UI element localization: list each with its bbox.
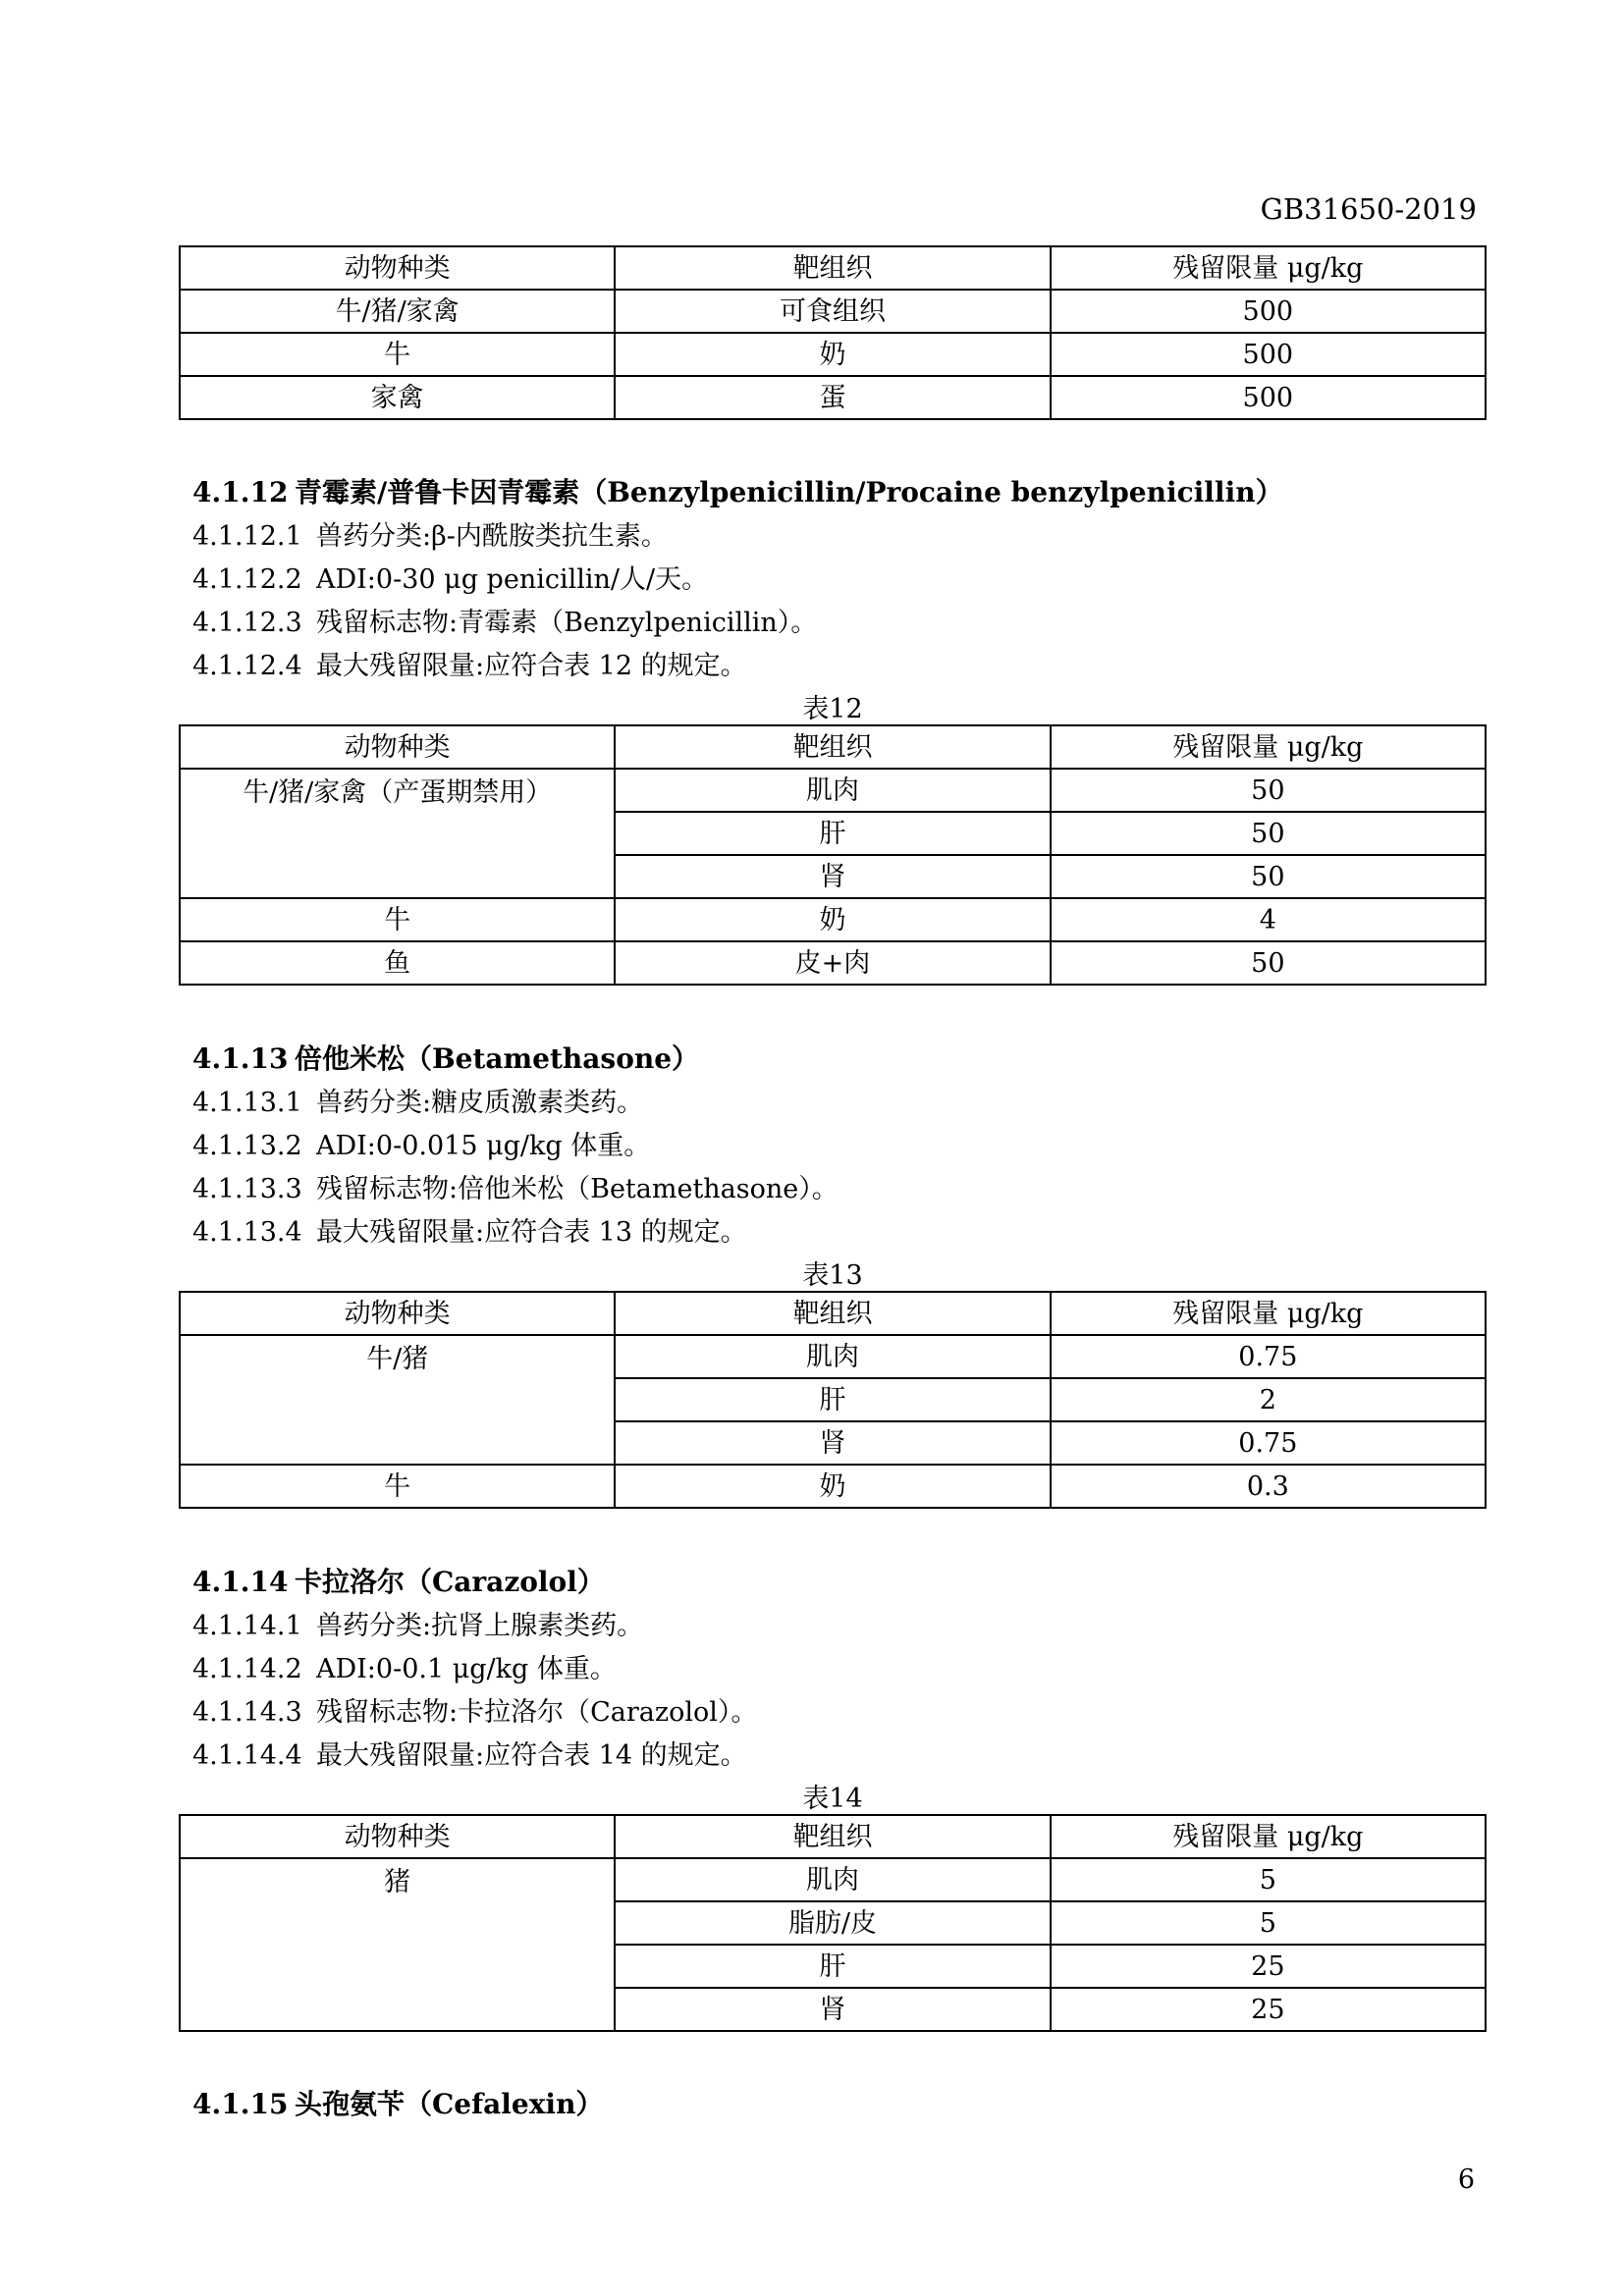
tissue-cell: 蛋 [615, 376, 1050, 419]
species-cell: 牛 [180, 333, 615, 376]
section-title: 头孢氨苄（Cefalexin） [295, 2088, 604, 2120]
table-11-continued [179, 245, 1487, 420]
col-header-species: 动物种类 [180, 246, 615, 290]
col-header-limit: 残留限量 μg/kg [1051, 1815, 1486, 1858]
clause-text: 兽药分类:抗肾上腺素类药。 [316, 1611, 644, 1641]
col-header-limit: 残留限量 μg/kg [1051, 725, 1486, 769]
clause-number: 4.1.12.4 [192, 651, 302, 681]
species-cell: 牛 [180, 898, 615, 941]
clause-text: 残留标志物:青霉素（Benzylpenicillin）。 [316, 608, 818, 638]
col-header-tissue: 靶组织 [615, 1815, 1050, 1858]
limit-cell: 0.75 [1051, 1421, 1486, 1465]
clause-item [192, 644, 747, 682]
clause-text: 最大残留限量:应符合表 12 的规定。 [316, 651, 747, 681]
clause-number: 4.1.14.3 [192, 1697, 302, 1728]
limit-cell: 2 [1051, 1378, 1486, 1421]
clause-text: ADI:0-0.015 μg/kg 体重。 [316, 1131, 651, 1161]
tissue-cell: 奶 [615, 1465, 1050, 1508]
limit-cell: 25 [1051, 1945, 1486, 1988]
col-header-tissue: 靶组织 [615, 1292, 1050, 1335]
clause-item [192, 558, 708, 596]
table-13 [179, 1291, 1487, 1509]
clause-item [192, 1647, 617, 1685]
section-heading-4-1-13 [192, 1038, 699, 1077]
clause-item [192, 1604, 643, 1642]
clause-item [192, 1690, 757, 1729]
tissue-cell: 肌肉 [615, 1335, 1050, 1378]
table-row [180, 769, 1486, 812]
limit-cell: 0.3 [1051, 1465, 1486, 1508]
section-title: 倍他米松（Betamethasone） [295, 1042, 700, 1075]
table-row [180, 898, 1486, 941]
tissue-cell: 肾 [615, 855, 1050, 898]
clause-text: ADI:0-0.1 μg/kg 体重。 [316, 1654, 617, 1684]
table-row [180, 376, 1486, 419]
species-cell: 牛/猪/家禽（产蛋期禁用） [180, 769, 615, 898]
species-cell: 牛/猪/家禽 [180, 290, 615, 333]
table-header-row [180, 1815, 1486, 1858]
limit-cell: 4 [1051, 898, 1486, 941]
clause-text: 兽药分类:β-内酰胺类抗生素。 [316, 521, 668, 552]
col-header-species: 动物种类 [180, 1292, 615, 1335]
limit-cell: 50 [1051, 855, 1486, 898]
table-header-row [180, 1292, 1486, 1335]
clause-text: 残留标志物:倍他米松（Betamethasone）。 [316, 1174, 839, 1204]
section-title: 青霉素/普鲁卡因青霉素（Benzylpenicillin/Procaine benzylpenicillin） [295, 476, 1283, 508]
table-caption: 表14 [802, 1784, 863, 1814]
section-heading-4-1-15 [192, 2083, 603, 2122]
limit-cell: 25 [1051, 1988, 1486, 2031]
species-cell: 牛/猪 [180, 1335, 615, 1465]
clause-text: 残留标志物:卡拉洛尔（Carazolol）。 [316, 1697, 758, 1728]
limit-cell: 500 [1051, 290, 1486, 333]
tissue-cell: 皮+肉 [615, 941, 1050, 985]
col-header-tissue: 靶组织 [615, 246, 1050, 290]
limit-cell: 50 [1051, 812, 1486, 855]
section-title: 卡拉洛尔（Carazolol） [295, 1566, 605, 1598]
tissue-cell: 肌肉 [615, 769, 1050, 812]
section-number: 4.1.15 [192, 2088, 289, 2120]
clause-item [192, 1081, 643, 1119]
table-row [180, 290, 1486, 333]
tissue-cell: 肝 [615, 812, 1050, 855]
page-number: 6 [1457, 2164, 1475, 2195]
clause-number: 4.1.13.4 [192, 1217, 302, 1248]
species-cell: 鱼 [180, 941, 615, 985]
clause-item [192, 1210, 747, 1249]
tissue-cell: 脂肪/皮 [615, 1901, 1050, 1945]
clause-number: 4.1.14.1 [192, 1611, 302, 1641]
col-header-species: 动物种类 [180, 1815, 615, 1858]
clause-item [192, 514, 668, 553]
clause-text: 最大残留限量:应符合表 14 的规定。 [316, 1740, 747, 1771]
table-header-row [180, 246, 1486, 290]
table-header-row [180, 725, 1486, 769]
table-caption: 表12 [802, 694, 863, 724]
clause-number: 4.1.13.1 [192, 1088, 302, 1118]
section-number: 4.1.14 [192, 1566, 289, 1598]
clause-number: 4.1.12.2 [192, 564, 302, 595]
clause-item [192, 1167, 839, 1205]
limit-cell: 5 [1051, 1901, 1486, 1945]
species-cell: 猪 [180, 1858, 615, 2031]
tissue-cell: 奶 [615, 898, 1050, 941]
table-row [180, 1858, 1486, 1901]
clause-number: 4.1.12.3 [192, 608, 302, 638]
section-heading-4-1-12 [192, 471, 1283, 510]
tissue-cell: 肾 [615, 1421, 1050, 1465]
clause-number: 4.1.14.2 [192, 1654, 302, 1684]
clause-text: ADI:0-30 μg penicillin/人/天。 [316, 564, 709, 595]
clause-number: 4.1.13.3 [192, 1174, 302, 1204]
tissue-cell: 肝 [615, 1378, 1050, 1421]
limit-cell: 50 [1051, 769, 1486, 812]
limit-cell: 500 [1051, 333, 1486, 376]
clause-item [192, 1124, 650, 1162]
tissue-cell: 肾 [615, 1988, 1050, 2031]
clause-number: 4.1.12.1 [192, 521, 302, 552]
clause-number: 4.1.14.4 [192, 1740, 302, 1771]
tissue-cell: 可食组织 [615, 290, 1050, 333]
species-cell: 牛 [180, 1465, 615, 1508]
section-heading-4-1-14 [192, 1561, 605, 1600]
table-caption: 表13 [802, 1260, 863, 1291]
clause-item [192, 1734, 747, 1772]
limit-cell: 500 [1051, 376, 1486, 419]
section-number: 4.1.13 [192, 1042, 289, 1075]
col-header-tissue: 靶组织 [615, 725, 1050, 769]
table-row [180, 1465, 1486, 1508]
limit-cell: 50 [1051, 941, 1486, 985]
table-12 [179, 724, 1487, 986]
table-row [180, 941, 1486, 985]
clause-item [192, 601, 817, 639]
species-cell: 家禽 [180, 376, 615, 419]
clause-text: 兽药分类:糖皮质激素类药。 [316, 1088, 644, 1118]
table-14 [179, 1814, 1487, 2032]
section-number: 4.1.12 [192, 476, 289, 508]
table-row [180, 1335, 1486, 1378]
clause-number: 4.1.13.2 [192, 1131, 302, 1161]
tissue-cell: 奶 [615, 333, 1050, 376]
clause-text: 最大残留限量:应符合表 13 的规定。 [316, 1217, 747, 1248]
col-header-limit: 残留限量 μg/kg [1051, 246, 1486, 290]
document-code: GB31650-2019 [1260, 192, 1477, 226]
col-header-species: 动物种类 [180, 725, 615, 769]
table-row [180, 333, 1486, 376]
tissue-cell: 肌肉 [615, 1858, 1050, 1901]
tissue-cell: 肝 [615, 1945, 1050, 1988]
col-header-limit: 残留限量 μg/kg [1051, 1292, 1486, 1335]
limit-cell: 5 [1051, 1858, 1486, 1901]
limit-cell: 0.75 [1051, 1335, 1486, 1378]
